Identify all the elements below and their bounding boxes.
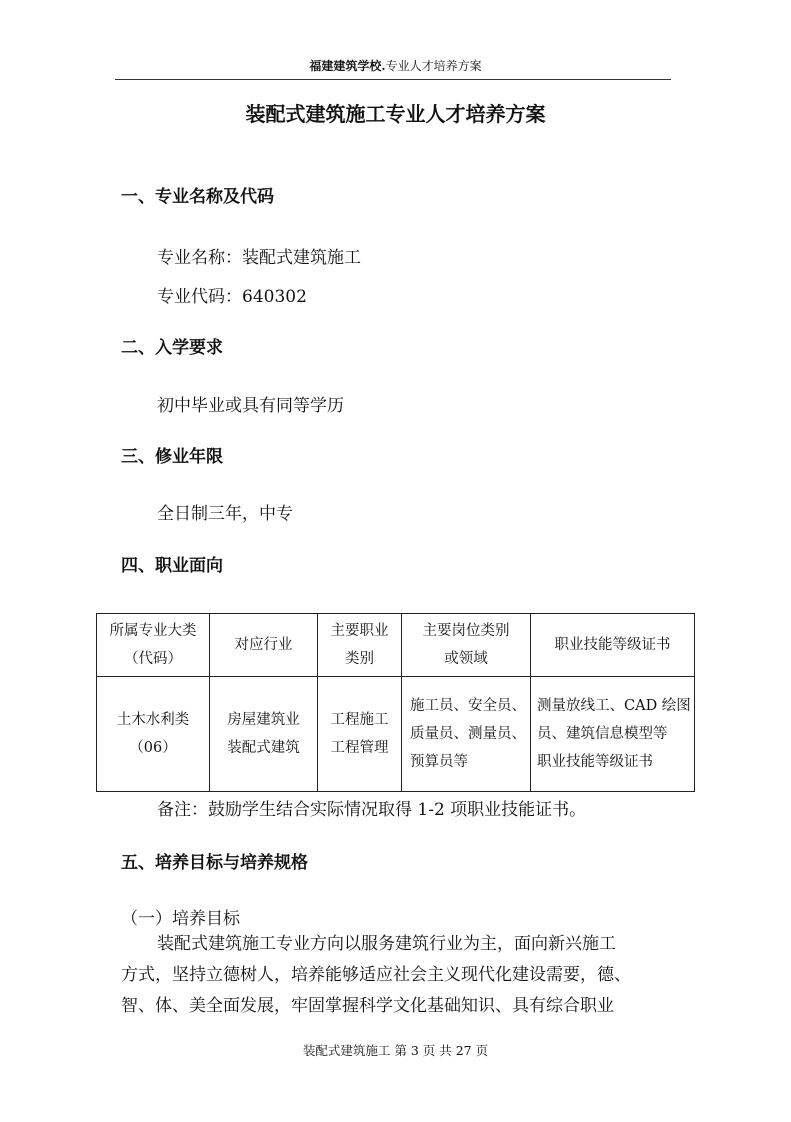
- subsection-heading: （一）培养目标: [121, 909, 240, 929]
- section-heading-3: 三、修业年限: [121, 447, 223, 467]
- header-doc: 专业人才培养方案: [385, 59, 482, 73]
- paragraph-line: 智、体、美全面发展，牢固掌握科学文化基础知识、具有综合职业: [121, 996, 614, 1016]
- header-rule: [115, 79, 671, 80]
- table-cell: 工程施工 工程管理: [318, 677, 402, 792]
- section-heading-1: 一、专业名称及代码: [121, 187, 274, 207]
- career-table: [96, 613, 695, 792]
- paragraph-line: 方式，坚持立德树人，培养能够适应社会主义现代化建设需要，德、: [121, 965, 631, 985]
- table-cell: 土木水利类 （06）: [97, 677, 210, 792]
- table-header-cell: 对应行业: [210, 614, 318, 677]
- header-school: 福建建筑学校.: [309, 59, 386, 73]
- admission-text: 初中毕业或具有同等学历: [157, 396, 344, 416]
- table-header-cell: 所属专业大类 （代码）: [97, 614, 210, 677]
- section-heading-2: 二、入学要求: [121, 338, 223, 358]
- table-header-cell: 职业技能等级证书: [531, 614, 695, 677]
- section-heading-4: 四、职业面向: [121, 556, 223, 576]
- page-header: [0, 57, 791, 74]
- table-header-cell: 主要岗位类别 或领域: [402, 614, 531, 677]
- duration-text: 全日制三年，中专: [157, 504, 293, 524]
- table-cell: 施工员、安全员、 质量员、测量员、 预算员等: [402, 677, 531, 792]
- table-cell: 测量放线工、CAD 绘图 员、建筑信息模型等 职业技能等级证书: [531, 677, 695, 792]
- table-header-row: [97, 614, 695, 677]
- page-footer: 装配式建筑施工 第 3 页 共 27 页: [302, 1043, 489, 1058]
- table-note: 备注：鼓励学生结合实际情况取得 1-2 项职业技能证书。: [157, 800, 587, 820]
- paragraph-line: 装配式建筑施工专业方向以服务建筑行业为主，面向新兴施工: [157, 934, 616, 954]
- table-header-cell: 主要职业 类别: [318, 614, 402, 677]
- table-row: [97, 677, 695, 792]
- table-cell: 房屋建筑业 装配式建筑: [210, 677, 318, 792]
- document-title: 装配式建筑施工专业人才培养方案: [245, 102, 546, 126]
- major-name: 专业名称：装配式建筑施工: [157, 248, 361, 268]
- section-heading-5: 五、培养目标与培养规格: [121, 853, 308, 873]
- major-code: 专业代码：640302: [157, 287, 307, 307]
